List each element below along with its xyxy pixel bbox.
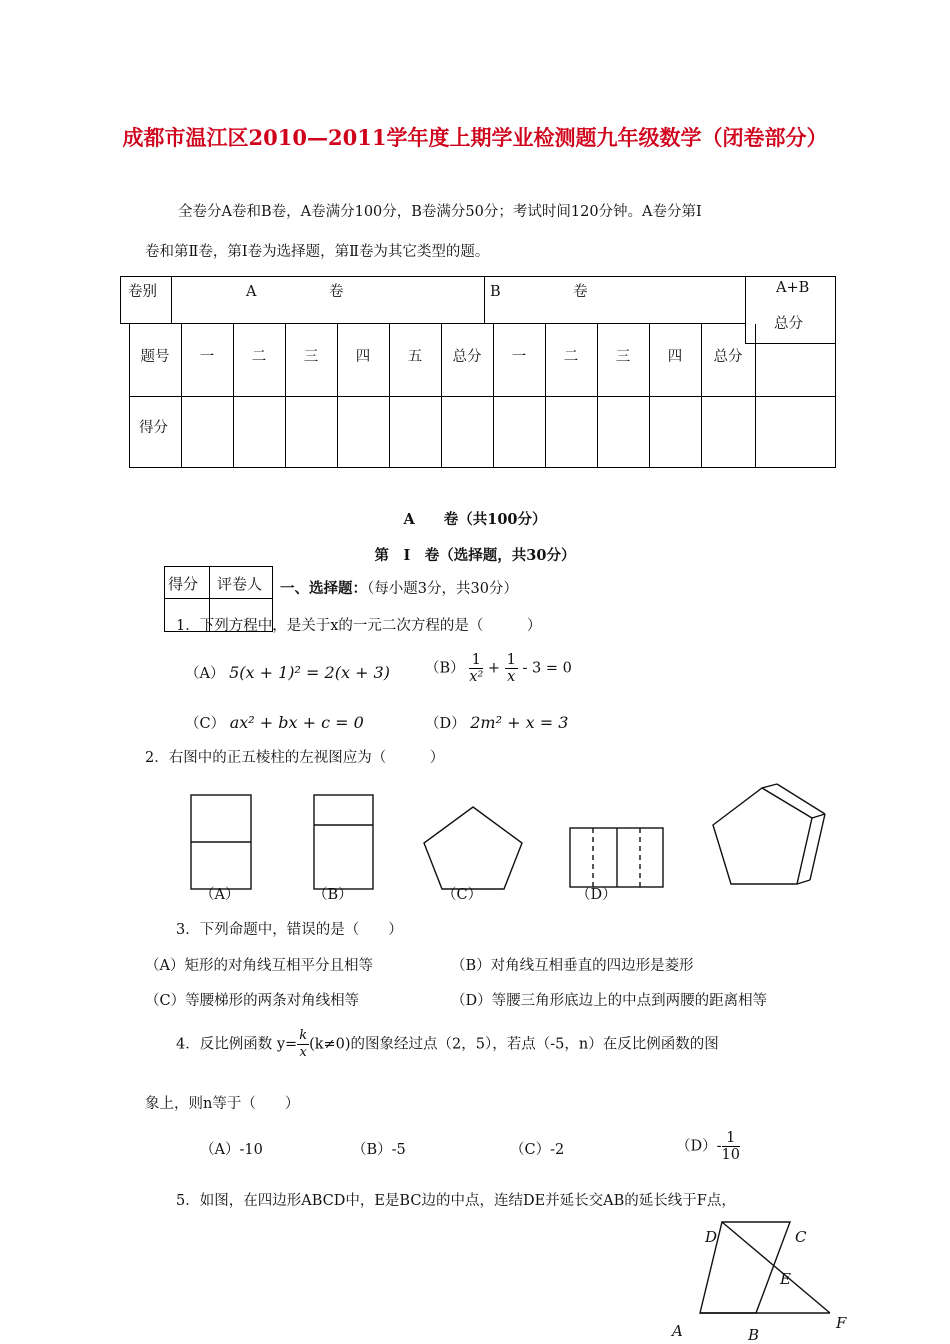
q1-c-expr: ax² + bx + c = 0 — [229, 713, 364, 732]
q2-figure-a — [191, 795, 251, 889]
q4-d-label: （D）- — [676, 1138, 722, 1155]
part1-note: （每小题3分，共30分） — [367, 581, 518, 597]
table-b-juan: B 卷 — [490, 284, 588, 300]
q1-option-a — [185, 663, 390, 684]
q1-b-label: （B） — [425, 660, 465, 677]
q1-b-frac2: $\frac{1}{x}$ — [506, 652, 516, 685]
q5-point-b: B — [748, 1326, 760, 1344]
table-header-cell: 四 — [355, 349, 371, 365]
q2-figure-c — [424, 807, 522, 889]
table-label-juanbie: 卷别 — [128, 284, 157, 300]
q2-figure-d — [570, 828, 663, 887]
table-a-juan: A 卷 — [246, 284, 344, 300]
q1-b-frac1: $\frac{1}{\text{x²}}$ — [469, 652, 484, 685]
q1-option-d — [425, 713, 568, 734]
section-a-heading: A 卷（共100分） — [403, 511, 547, 528]
table-header-cell: 三 — [303, 349, 319, 365]
q4-stem-pre: 4．反比例函数 y= — [176, 1036, 298, 1053]
q4-option-a: （A）-10 — [200, 1142, 263, 1158]
page-title: 成都市温江区2010—2011学年度上期学业检测题九年级数学（闭卷部分） — [122, 125, 828, 150]
part1-heading-line — [280, 579, 518, 599]
q2-label-b: （B） — [313, 887, 353, 903]
q5-stem: 5．如图，在四边形ABCD中，E是BC边的中点，连结DE并延长交AB的延长线于F点， — [176, 1193, 736, 1209]
q3-option-c: （C）等腰梯形的两条对角线相等 — [145, 993, 360, 1009]
q4-stem — [176, 1028, 719, 1061]
table-header-cell: 总分 — [713, 349, 743, 365]
q2-figure-b — [314, 795, 373, 889]
q3-stem: 3．下列命题中，错误的是（ ） — [176, 922, 403, 938]
table-header-cell: 总分 — [452, 349, 482, 365]
q1-b-tail: - 3 = 0 — [522, 660, 572, 677]
q4-option-d — [676, 1130, 740, 1163]
grader-score-label: 得分 — [168, 575, 199, 593]
table-header-cell: 五 — [407, 349, 423, 365]
table-label-defen: 得分 — [139, 420, 168, 436]
q4-stem-line2: 象上，则n等于（ ） — [145, 1096, 300, 1112]
q4-option-c: （C）-2 — [510, 1142, 565, 1158]
q2-stem: 2．右图中的正五棱柱的左视图应为（ ） — [145, 750, 445, 766]
intro-line-2: 卷和第Ⅱ卷，第Ⅰ卷为选择题，第Ⅱ卷为其它类型的题。 — [145, 244, 490, 260]
table-header-cell: 一 — [199, 349, 215, 365]
table-header-cell: 题号 — [140, 349, 170, 365]
q4-option-b: （B）-5 — [352, 1142, 406, 1158]
q4-frac: $\frac{k}{x}$ — [299, 1028, 308, 1060]
table-total-ab: A+B — [776, 280, 810, 296]
q1-c-label: （C） — [185, 716, 226, 732]
q1-a-label: （A） — [185, 666, 225, 682]
q2-prism-figure — [713, 784, 825, 884]
grader-name-label: 评卷人 — [217, 575, 263, 593]
q3-option-b: （B）对角线互相垂直的四边形是菱形 — [451, 958, 694, 974]
q1-d-expr: 2m² + x = 3 — [470, 713, 569, 732]
table-header-cell: 三 — [615, 349, 631, 365]
q2-label-c: （C） — [442, 887, 483, 903]
q1-stem: 1．下列方程中，是关于x的一元二次方程的是（ ） — [176, 618, 542, 634]
q5-point-d: D — [705, 1228, 718, 1246]
q1-option-b: （B） $\frac{1}{\text{x²}}$ + $\frac{1}{x}$ - 3 = 0 — [425, 652, 572, 685]
q3-option-d: （D）等腰三角形底边上的中点到两腰的距离相等 — [451, 993, 768, 1009]
q5-point-e: E — [780, 1270, 791, 1288]
table-header-cell: 四 — [667, 349, 683, 365]
section-1-heading: 第 Ⅰ 卷（选择题，共30分） — [374, 547, 576, 564]
table-header-cell: 一 — [511, 349, 527, 365]
table-header-cell: 二 — [563, 349, 579, 365]
q5-point-a: A — [672, 1322, 683, 1340]
table-header-cell: 二 — [251, 349, 267, 365]
q1-a-expr: 5(x + 1)² = 2(x + 3) — [229, 663, 390, 682]
q5-point-f: F — [836, 1314, 847, 1332]
q4-d-frac: $\frac{1}{10}$ — [721, 1130, 740, 1163]
part1-heading: 一、选择题： — [280, 580, 367, 597]
q1-option-c — [185, 713, 364, 734]
q2-label-a: （A） — [200, 887, 240, 903]
q4-stem-post: (k≠0)的图象经过点（2，5），若点（-5，n）在反比例函数的图 — [309, 1036, 719, 1053]
table-total-label: 总分 — [774, 316, 803, 332]
q3-option-a: （A）矩形的对角线互相平分且相等 — [145, 958, 373, 974]
q2-label-d: （D） — [576, 887, 617, 903]
q1-d-label: （D） — [425, 716, 466, 732]
q5-point-c: C — [795, 1228, 807, 1246]
intro-line-1: 全卷分A卷和B卷，A卷满分100分，B卷满分50分；考试时间120分钟。A卷分第Ⅰ — [178, 204, 702, 220]
